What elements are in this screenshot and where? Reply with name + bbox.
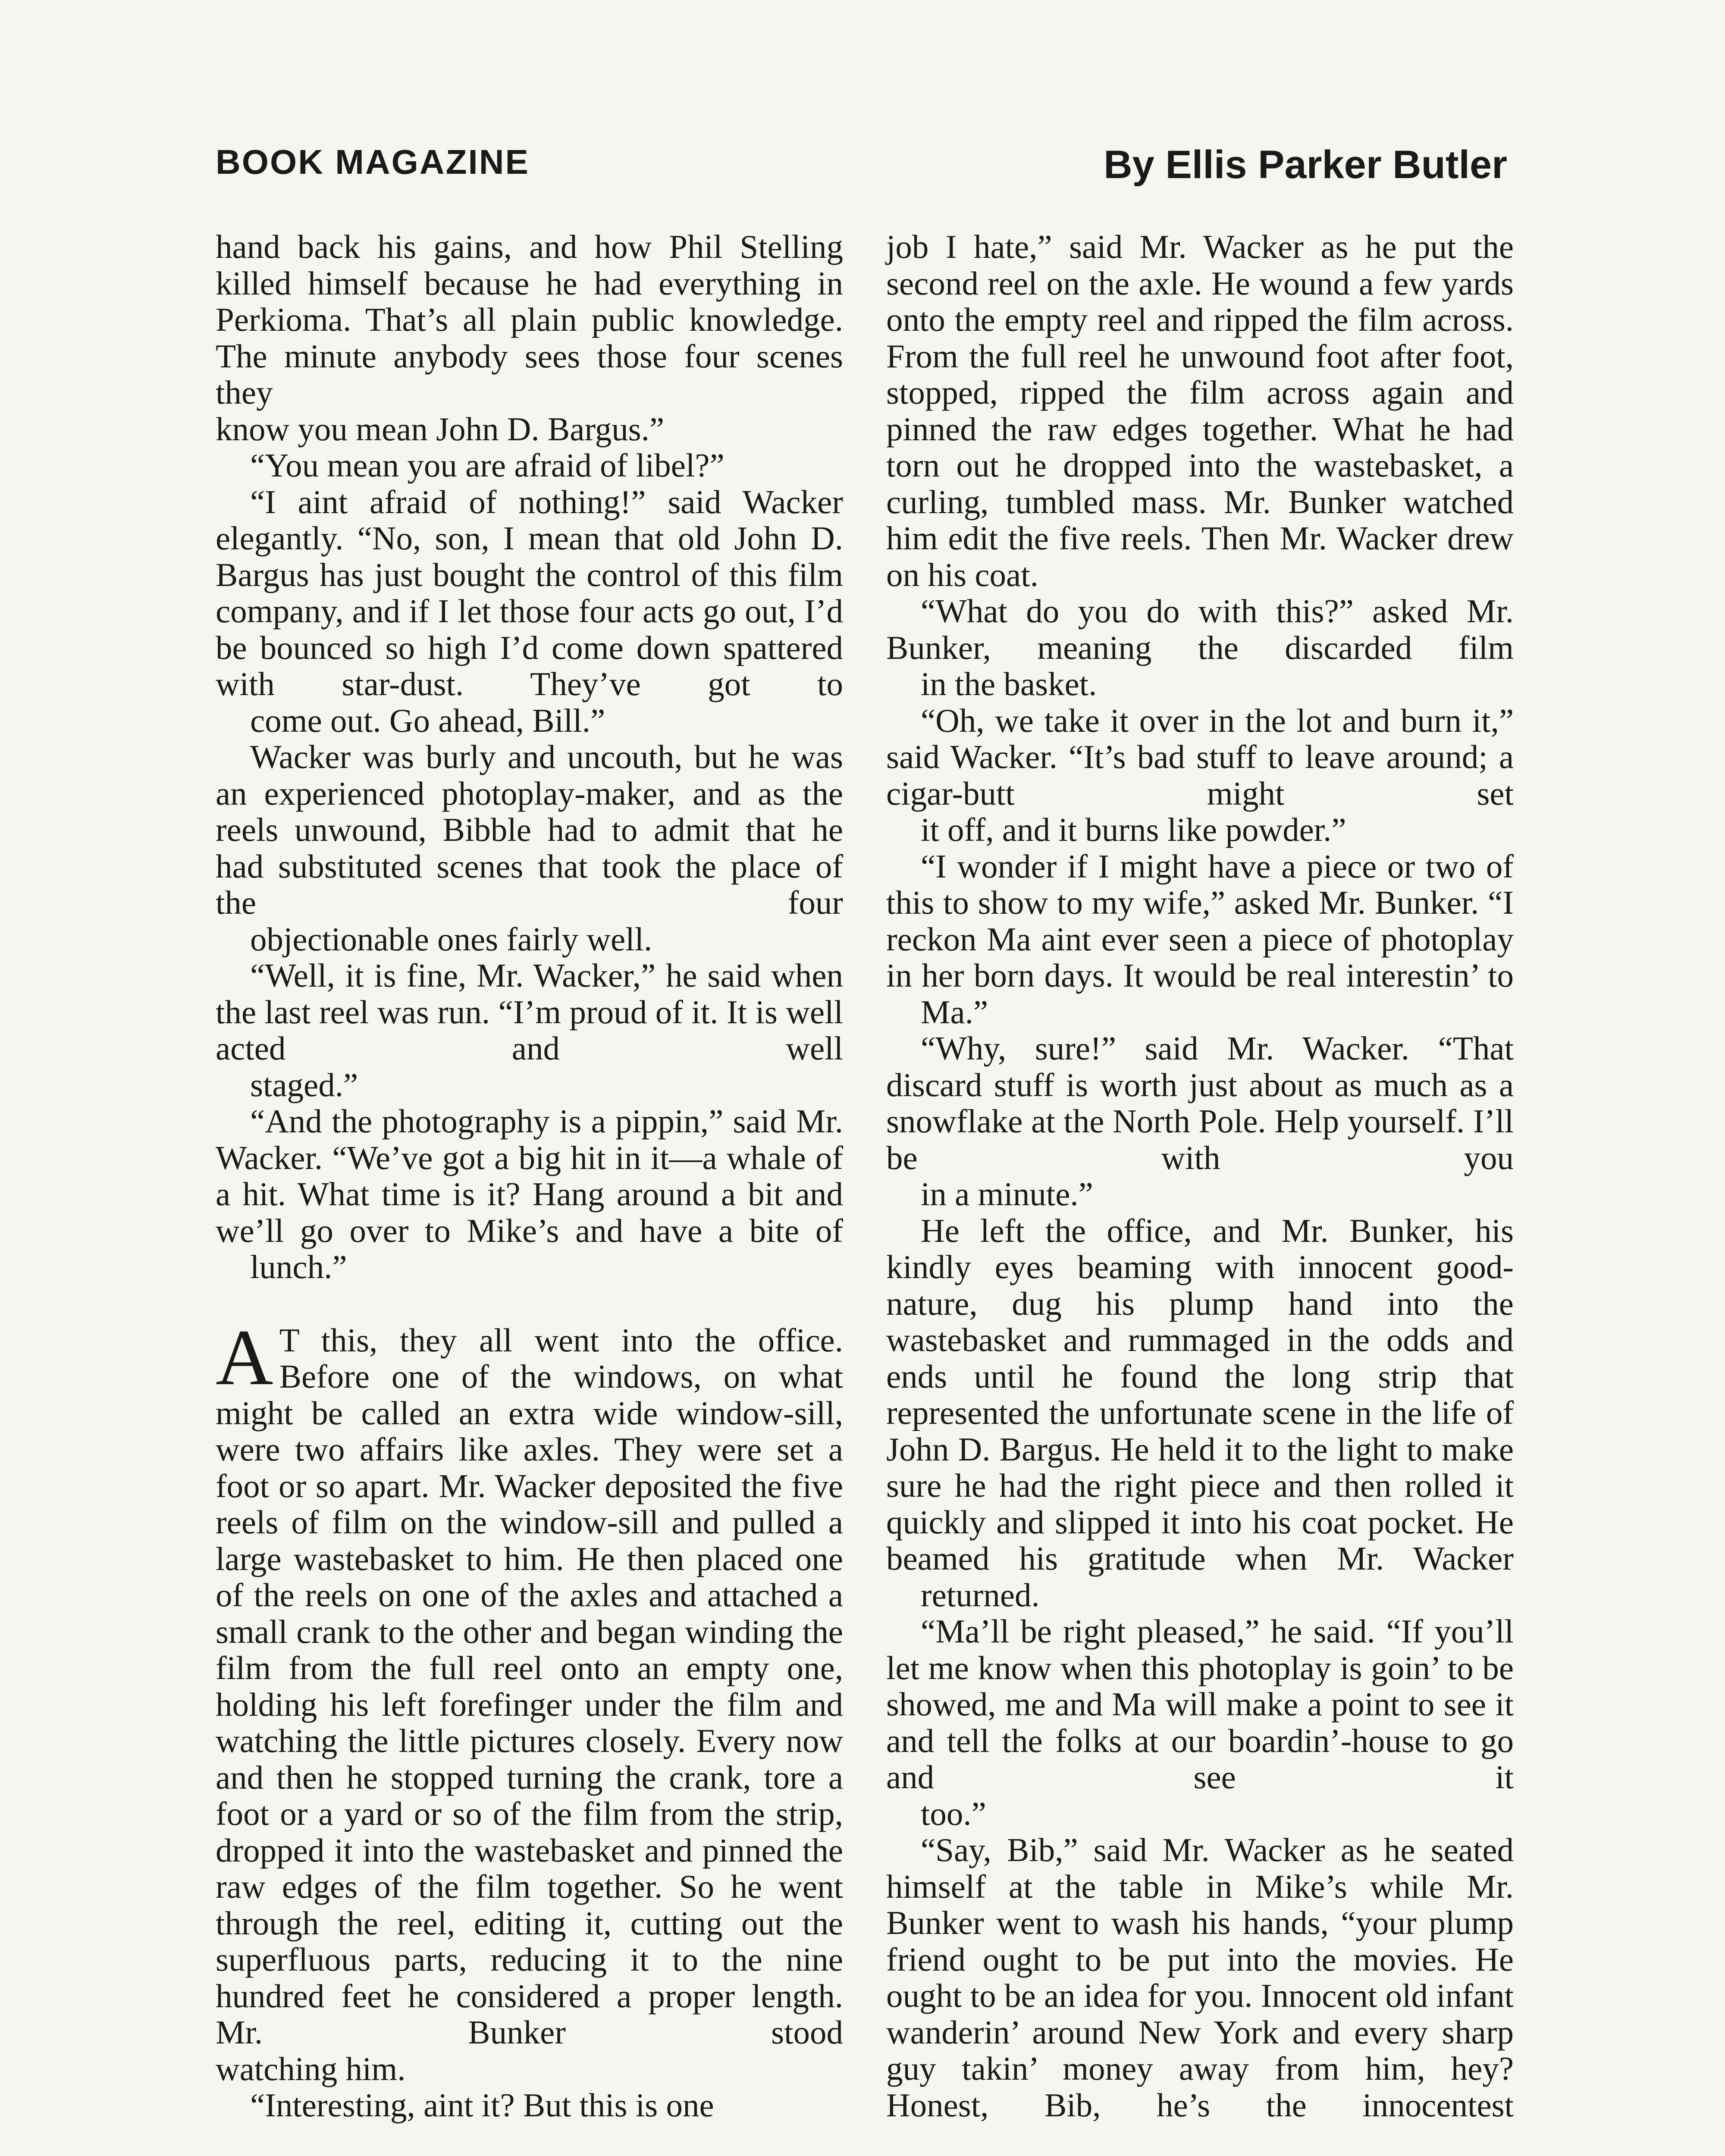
dropcap-paragraph — [216, 1313, 843, 2087]
paragraph — [886, 1030, 1514, 1213]
paragraph — [886, 1832, 1514, 2123]
paragraph-last-line: watching him. — [216, 2050, 406, 2087]
paragraph-text: “I aint afraid of nothing!” said Wacker elegantly. “No, son, I mean that old John D. Bargus has just bought the control of this film company, and if I let those four acts go out, I’d be bounced so high I’d come down spattered with star-dust. They’ve got to — [216, 483, 843, 702]
paragraph-last-line: know you mean John D. Bargus.” — [216, 410, 665, 448]
paragraph — [886, 702, 1514, 848]
paragraph-text: “Why, sure!” said Mr. Wacker. “That discard stuff is worth just about as much as a snowflake at the North Pole. Help yourself. I’ll be with you — [886, 1030, 1514, 1176]
paragraph-last-line: lunch.” — [250, 1248, 347, 1285]
paragraph-last-line: staged.” — [250, 1066, 358, 1103]
paragraph — [216, 484, 843, 739]
paragraph-text: hand back his gains, and how Phil Stelling killed himself because he had everything in Perkioma. That’s all plain public knowledge. The minute anybody sees those four scenes they — [216, 228, 843, 411]
paragraph-text: He left the office, and Mr. Bunker, his kindly eyes beaming with innocent good-nature, dug his plump hand into the wastebasket and rummaged in the odds and ends until he found the long strip that represented the unfortunate scene in the life of John D. Bargus. He held it to the light to make sure he had the right piece and then rolled it quickly and slipped it into his coat pocket. He beamed his gratitude when Mr. Wacker — [886, 1212, 1514, 1577]
right-text-column — [886, 229, 1514, 2123]
paragraph-last-line: “Interesting, aint it? But this is one — [250, 2087, 714, 2124]
paragraph — [216, 447, 843, 484]
paragraph — [216, 2087, 843, 2124]
paragraph-last-line: on his coat. — [886, 556, 1038, 593]
author-byline: By Ellis Parker Butler — [1104, 143, 1507, 187]
drop-cap-letter: A — [216, 1313, 273, 1402]
paragraph — [216, 229, 843, 447]
paragraph-text: “Ma’ll be right pleased,” he said. “If you’ll let me know when this photoplay is goin’ to be showed, me and Ma will make a point to see it and tell the folks at our boardin’-house to go and see it — [886, 1613, 1514, 1796]
paragraph — [216, 739, 843, 957]
paragraph-last-line: Ma.” — [921, 993, 988, 1031]
paragraph — [886, 593, 1514, 702]
paragraph-last-line: “You mean you are afraid of libel?” — [250, 447, 724, 484]
section-break — [216, 1285, 843, 1322]
paragraph-text: “What do you do with this?” asked Mr. Bunker, meaning the discarded film — [886, 592, 1514, 666]
paragraph — [886, 1213, 1514, 1614]
paragraph-text: “Oh, we take it over in the lot and burn it,” said Wacker. “It’s bad stuff to leave around; a cigar-butt might set — [886, 702, 1514, 812]
running-header — [216, 142, 1507, 190]
paragraph-last-line: come out. Go ahead, Bill.” — [250, 702, 605, 739]
paragraph-last-line: objectionable ones fairly well. — [250, 920, 652, 958]
magazine-title: BOOK MAGAZINE — [216, 143, 530, 181]
paragraph-last-line: it off, and it burns like powder.” — [921, 811, 1346, 848]
paragraph-text: T this, they all went into the office. Before one of the windows, on what might be called an extra wide window-sill, were two affairs like axles. They were set a foot or so apart. Mr. Wacker deposited the five reels of film on the window-sill and pulled a large wastebasket to him. He then placed one of the reels on one of the axles and attached a small crank to the other and began winding the film from the full reel onto an empty one, holding his left forefinger under the film and watching the little pictures closely. Every now and then he stopped turning the crank, tore a foot or a yard or so of the film from the strip, dropped it into the wastebasket and pinned the raw edges of the film together. So he went through the reel, editing it, cutting out the superfluous parts, reducing it to the nine hundred feet he considered a proper length. Mr. Bunker stood — [216, 1321, 843, 2051]
paragraph-text: “Well, it is fine, Mr. Wacker,” he said when the last reel was run. “I’m proud of it. It is well acted and well — [216, 957, 843, 1067]
paragraph-text: Wacker was burly and uncouth, but he was an experienced photoplay-maker, and as the reels unwound, Bibble had to admit that he had substituted scenes that took the place of the four — [216, 738, 843, 921]
paragraph-text: “I wonder if I might have a piece or two of this to show to my wife,” asked Mr. Bunker. “I reckon Ma aint ever seen a piece of photoplay in her born days. It would be real interestin’ to — [886, 847, 1514, 994]
paragraph-text: job I hate,” said Mr. Wacker as he put the second reel on the axle. He wound a few yards onto the empty reel and ripped the film across. From the full reel he unwound foot after foot, stopped, ripped the film across again and pinned the raw edges together. What he had torn out he dropped into the wastebasket, a curling, tumbled mass. Mr. Bunker watched him edit the five reels. Then Mr. Wacker drew — [886, 228, 1514, 557]
paragraph-last-line: in a minute.” — [921, 1175, 1093, 1213]
paragraph-last-line: too.” — [921, 1795, 986, 1832]
paragraph — [886, 1613, 1514, 1832]
paragraph-text: “And the photography is a pippin,” said Mr. Wacker. “We’ve got a big hit in it—a whale of a hit. What time is it? Hang around a bit and we’ll go over to Mike’s and have a bite of — [216, 1103, 843, 1249]
paragraph-last-line: returned. — [921, 1576, 1040, 1614]
paragraph — [886, 229, 1514, 593]
paragraph-text: “Say, Bib,” said Mr. Wacker as he seated himself at the table in Mike’s while Mr. Bunker went to wash his hands, “your plump friend ought to be put into the movies. He ought to be an idea for you. Innocent old infant wanderin’ around New York and every sharp guy takin’ money away from him, hey? Honest, Bib, he’s the innocentest — [886, 1831, 1514, 2124]
paragraph — [216, 957, 843, 1103]
left-text-column — [216, 229, 843, 2124]
paragraph — [886, 848, 1514, 1031]
paragraph — [216, 1103, 843, 1285]
paragraph-last-line: in the basket. — [921, 665, 1097, 702]
